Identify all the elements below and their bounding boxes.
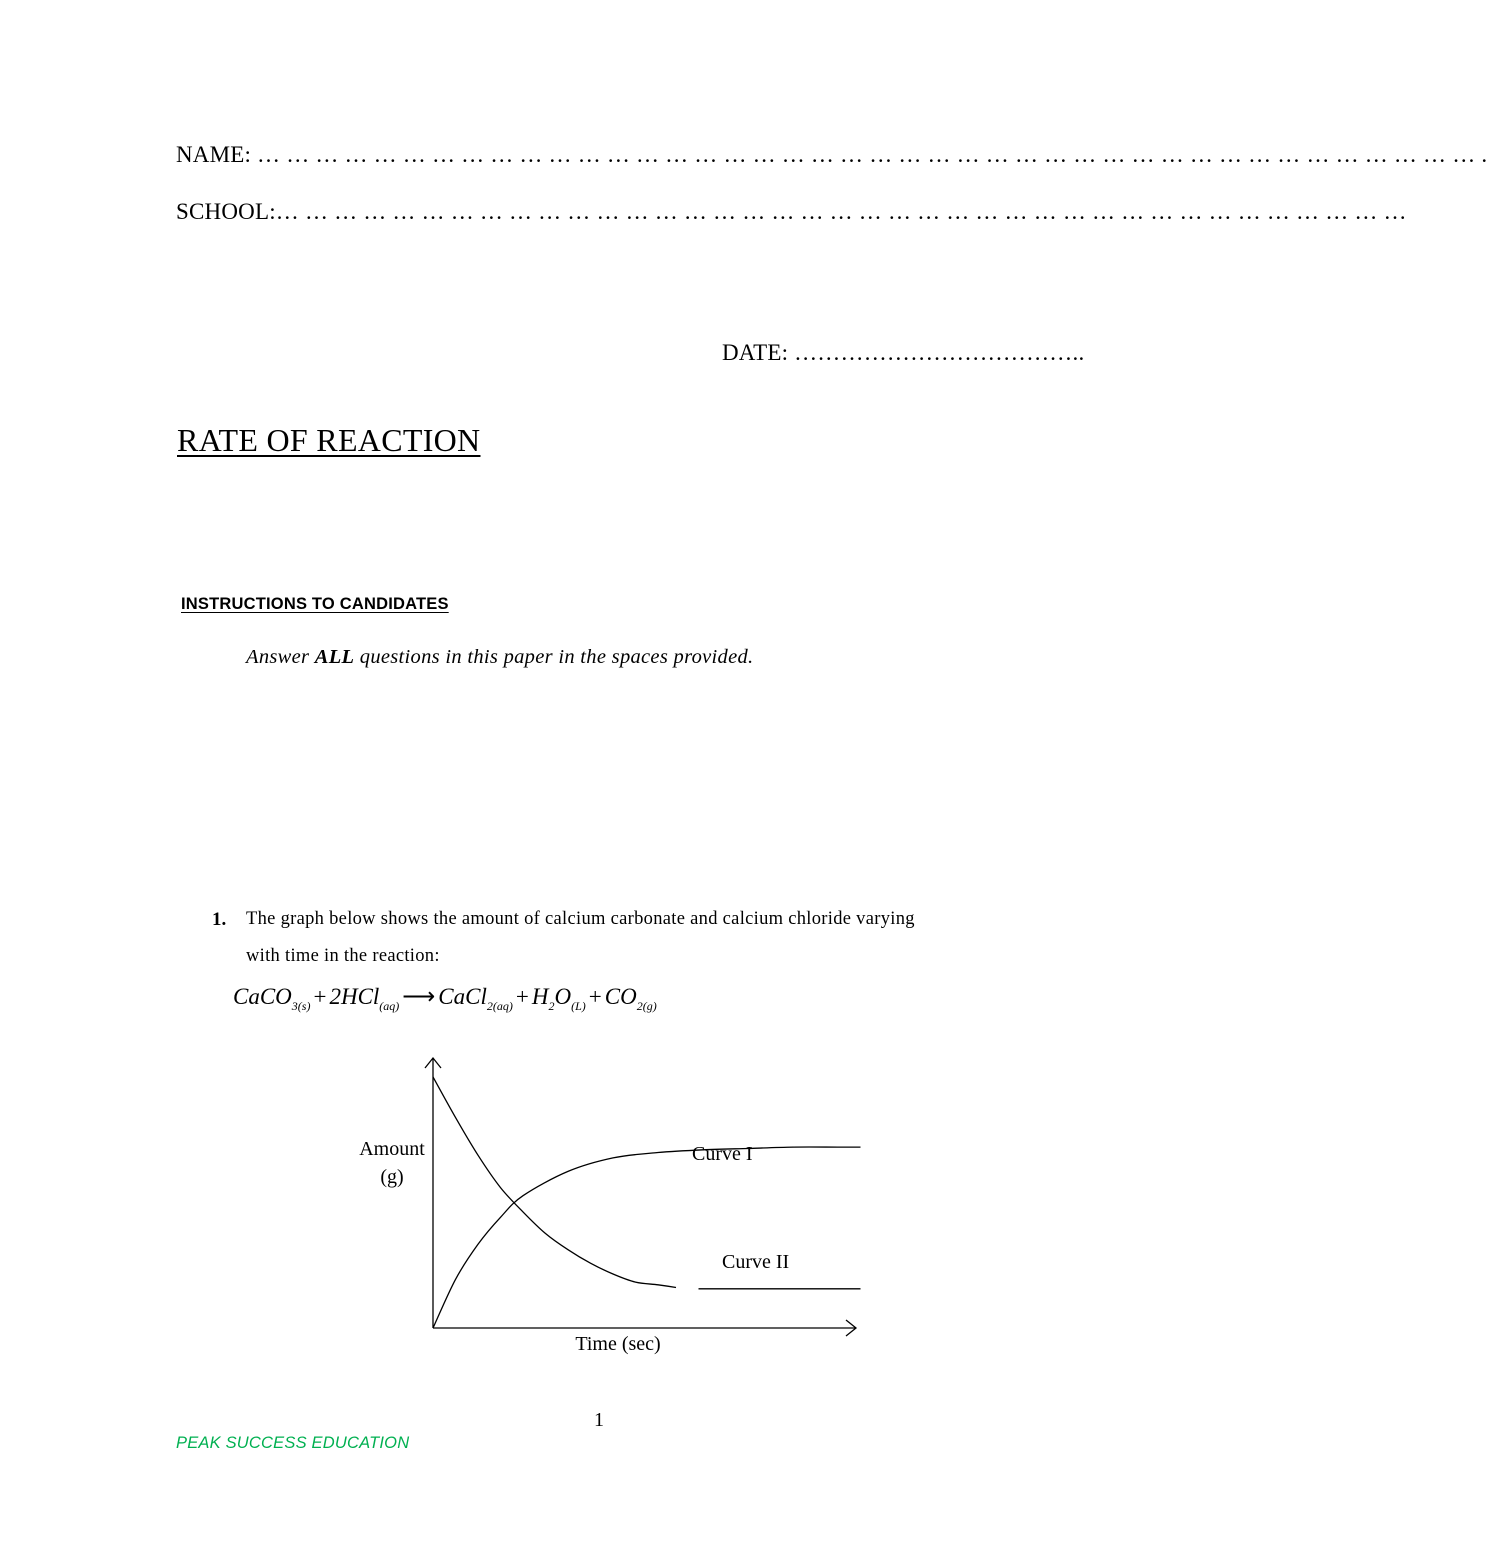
question-text-line-2: with time in the reaction: xyxy=(246,946,440,966)
curve-i-label: Curve I xyxy=(692,1143,753,1165)
curve-ii-label: Curve II xyxy=(722,1251,790,1273)
name-field-line: NAME: … … … … … … … … … … … … … … … … … … … … … … … … … … … … … … … … … … … … … … … … … … . xyxy=(176,142,1487,167)
footer-brand: PEAK SUCCESS EDUCATION xyxy=(176,1434,410,1452)
reactant-caco3: CaCO xyxy=(233,984,292,1009)
instructions-text-after: questions in this paper in the spaces provided. xyxy=(354,646,754,668)
instructions-text-bold: ALL xyxy=(314,646,355,668)
product-co2: CO xyxy=(604,984,637,1009)
reaction-arrow: ⟶ xyxy=(402,984,436,1009)
product-h2o-state: (L) xyxy=(571,999,586,1013)
x-axis-label: Time (sec) xyxy=(575,1333,661,1355)
y-axis-label-line-2: (g) xyxy=(380,1166,404,1188)
page-number: 1 xyxy=(594,1409,604,1431)
instructions-heading: INSTRUCTIONS TO CANDIDATES xyxy=(181,595,449,613)
reactant-hcl-state: (aq) xyxy=(379,999,400,1013)
series-line-1 xyxy=(433,1147,861,1328)
plus-sign: + xyxy=(588,984,602,1009)
plus-sign: + xyxy=(515,984,529,1009)
question-number: 1. xyxy=(212,909,227,930)
school-field-line: SCHOOL:… … … … … … … … … … … … … … … … … … … … … … … … … … … … … … … … … … … … … … … xyxy=(176,199,1407,224)
product-cacl2: CaCl xyxy=(438,984,487,1009)
date-field-line: DATE: ……………………………….. xyxy=(722,340,1085,365)
graph-axes xyxy=(425,1058,856,1336)
product-cacl2-state: 2(aq) xyxy=(486,999,513,1013)
instructions-text-before: Answer xyxy=(246,646,315,668)
reactant-hcl: 2HCl xyxy=(329,984,380,1009)
product-o: O xyxy=(554,984,572,1009)
page-title: RATE OF REACTION xyxy=(177,422,481,458)
plus-sign: + xyxy=(313,984,327,1009)
product-co2-state: 2(g) xyxy=(636,999,657,1013)
product-h-sub: 2 xyxy=(548,999,555,1013)
question-text-line-1: The graph below shows the amount of calcium carbonate and calcium chloride varying xyxy=(246,909,915,929)
reactant-caco3-state: 3(s) xyxy=(291,999,311,1013)
y-axis-label-line-1: Amount xyxy=(359,1138,425,1160)
product-h: H xyxy=(531,984,549,1009)
